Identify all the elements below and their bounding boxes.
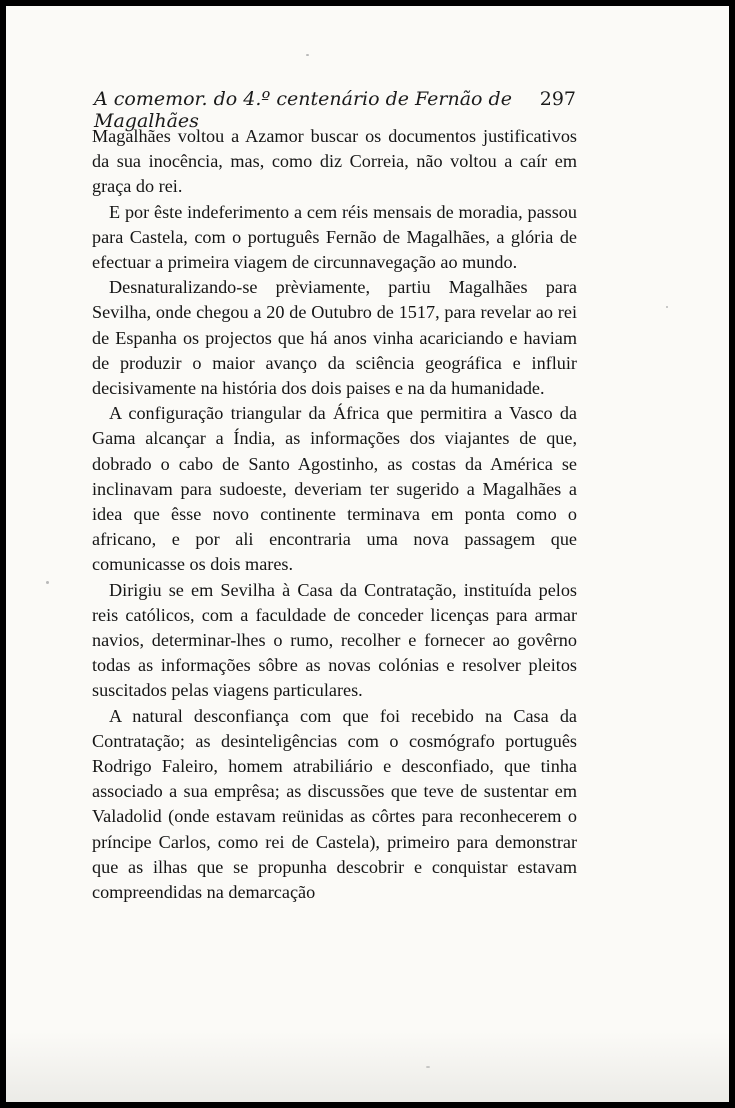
running-title: A comemor. do 4.º centenário de Fernão de Magalhães (94, 88, 512, 132)
paragraph: A natural desconfiança com que foi recebido na Casa da Contratação; as desinteligências com o cosmógrafo português Rodrigo Faleiro, homem atrabiliário e desconfiado, que tinha associado a sua emprêsa; as discussões que teve de sustentar em Valadolid (onde estavam reünidas as côrtes para reconhecerem o príncipe Carlos, como rei de Castela), primeiro para demonstrar que as ilhas que se propunha descobrir e conquistar estavam compreendidas na demarcação (92, 705, 577, 903)
paragraph: E por êste indeferimento a cem réis mensais de moradia, passou para Castela, com o português Fernão de Magalhães, a glória de efectuar a primeira viagem de circunnavegação ao mundo. (92, 201, 577, 273)
body-text (92, 124, 577, 905)
paper-speck (306, 54, 309, 56)
paper-speck (46, 581, 49, 584)
book-page (6, 6, 729, 1102)
paragraph: Dirigiu se em Sevilha à Casa da Contratação, instituída pelos reis católicos, com a faculdade de conceder licenças para armar navios, determinar-lhes o rumo, recolher e fornecer ao govêrno todas as informações sôbre as novas colónias e resolver pleitos suscitados pelas viagens particulares. (92, 579, 577, 701)
paragraph: Desnaturalizando-se prèviamente, partiu Magalhães para Sevilha, onde chegou a 20 de Outubro de 1517, para revelar ao rei de Espanha os projectos que há anos vinha acariciando e haviam de produzir o maior avanço da sciência geográfica e influir decisivamente na história dos dois paises e na da humanidade. (92, 277, 577, 399)
page-edge-shading (6, 1032, 729, 1102)
paragraph: A configuração triangular da África que permitira a Vasco da Gama alcançar a Índia, as informações dos viajantes de que, dobrado o cabo de Santo Agostinho, as costas da América se inclinavam para sudoeste, deveriam ter sugerido a Magalhães a idea que êsse novo continente terminava em ponta como o africano, e por ali encontraria uma nova passagem que comunicasse os dois mares. (92, 403, 577, 575)
paragraph: Magalhães voltou a Azamor buscar os documentos justificativos da sua inocência, mas, como diz Correia, não voltou a caír em graça do rei. (92, 126, 577, 197)
paper-speck (666, 306, 668, 308)
page-number: 297 (539, 88, 576, 110)
